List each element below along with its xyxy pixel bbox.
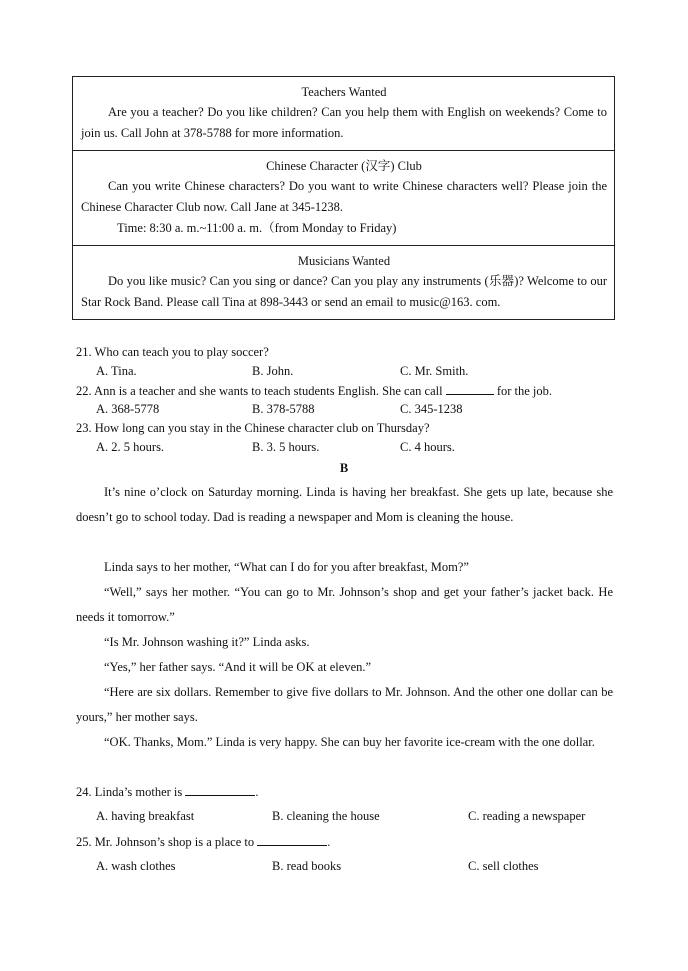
ad-body: Are you a teacher? Do you like children? Can you help them with English on weekends? Come to join us. Call John at 378-5788 for more information. xyxy=(81,105,607,140)
option-c: C. 4 hours. xyxy=(400,440,455,454)
question-21: 21. Who can teach you to play soccer? xyxy=(76,345,269,359)
option-c: C. Mr. Smith. xyxy=(400,364,469,378)
ad-body: Do you like music? Can you sing or dance? Can you play any instruments (乐器)? Welcome to our Star Rock Band. Please call Tina at 898-3443 or send an email to music@163. com. xyxy=(81,274,607,309)
ad-title: Musicians Wanted xyxy=(297,254,391,268)
option-a: A. having breakfast xyxy=(96,809,195,823)
ad-title: Chinese Character (汉字) Club xyxy=(266,159,422,173)
question-stem-end: . xyxy=(255,785,259,799)
question-22 xyxy=(76,381,552,401)
question-23: 23. How long can you stay in the Chinese character club on Thursday? xyxy=(76,421,430,435)
answer-blank xyxy=(185,782,255,796)
option-b: B. 378-5788 xyxy=(252,402,315,416)
option-c: C. sell clothes xyxy=(468,859,539,873)
ad-musicians-wanted xyxy=(73,246,614,319)
question-25-options xyxy=(96,857,616,876)
question-stem: 25. Mr. Johnson’s shop is a place to xyxy=(76,835,255,849)
question-22-options xyxy=(96,400,616,419)
answer-blank xyxy=(257,832,327,846)
question-24-options xyxy=(96,807,616,826)
passage-paragraph-3: “Well,” says her mother. “You can go to Mr. Johnson’s shop and get your father’s jacket back. He needs it tomorrow.” xyxy=(76,585,613,624)
ad-title: Teachers Wanted xyxy=(301,85,387,99)
question-23-options xyxy=(96,438,616,457)
passage-paragraph-1: It’s nine o’clock on Saturday morning. Linda is having her breakfast. She gets up late, because she doesn’t go to school today. Dad is reading a newspaper and Mom is cleaning the house. xyxy=(76,485,613,524)
option-a: A. 368-5778 xyxy=(96,402,160,416)
advertisements-box xyxy=(72,76,615,320)
passage-paragraph-6: “Here are six dollars. Remember to give five dollars to Mr. Johnson. And the other one dollar can be yours,” her mother says. xyxy=(76,685,613,724)
question-24 xyxy=(76,782,259,802)
question-25 xyxy=(76,832,330,852)
option-b: B. 3. 5 hours. xyxy=(252,440,320,454)
option-b: B. John. xyxy=(252,364,294,378)
option-c: C. reading a newspaper xyxy=(468,809,586,823)
ad-teachers-wanted xyxy=(73,77,614,151)
question-stem: 22. Ann is a teacher and she wants to teach students English. She can call xyxy=(76,384,443,398)
question-stem: 24. Linda’s mother is xyxy=(76,785,183,799)
question-stem-end: for the job. xyxy=(496,384,553,398)
option-a: A. Tina. xyxy=(96,364,137,378)
section-b-heading: B xyxy=(339,461,349,475)
passage-paragraph-4: “Is Mr. Johnson washing it?” Linda asks. xyxy=(104,635,310,649)
ad-body: Can you write Chinese characters? Do you want to write Chinese characters well? Please join the Chinese Character Club now. Call Jane at 345-1238. xyxy=(81,179,607,214)
option-c: C. 345-1238 xyxy=(400,402,463,416)
answer-blank xyxy=(446,381,494,395)
option-b: B. cleaning the house xyxy=(272,809,380,823)
question-21-options xyxy=(96,362,616,381)
ad-chinese-character-club xyxy=(73,151,614,246)
option-a: A. 2. 5 hours. xyxy=(96,440,165,454)
question-stem-end: . xyxy=(327,835,331,849)
option-a: A. wash clothes xyxy=(96,859,176,873)
passage-paragraph-5: “Yes,” her father says. “And it will be OK at eleven.” xyxy=(104,660,372,674)
ad-time: Time: 8:30 a. m.~11:00 a. m.（from Monday to Friday) xyxy=(117,221,397,235)
option-b: B. read books xyxy=(272,859,342,873)
passage-paragraph-7: “OK. Thanks, Mom.” Linda is very happy. She can buy her favorite ice-cream with the one dollar. xyxy=(104,735,595,749)
passage-paragraph-2: Linda says to her mother, “What can I do for you after breakfast, Mom?” xyxy=(104,560,469,574)
